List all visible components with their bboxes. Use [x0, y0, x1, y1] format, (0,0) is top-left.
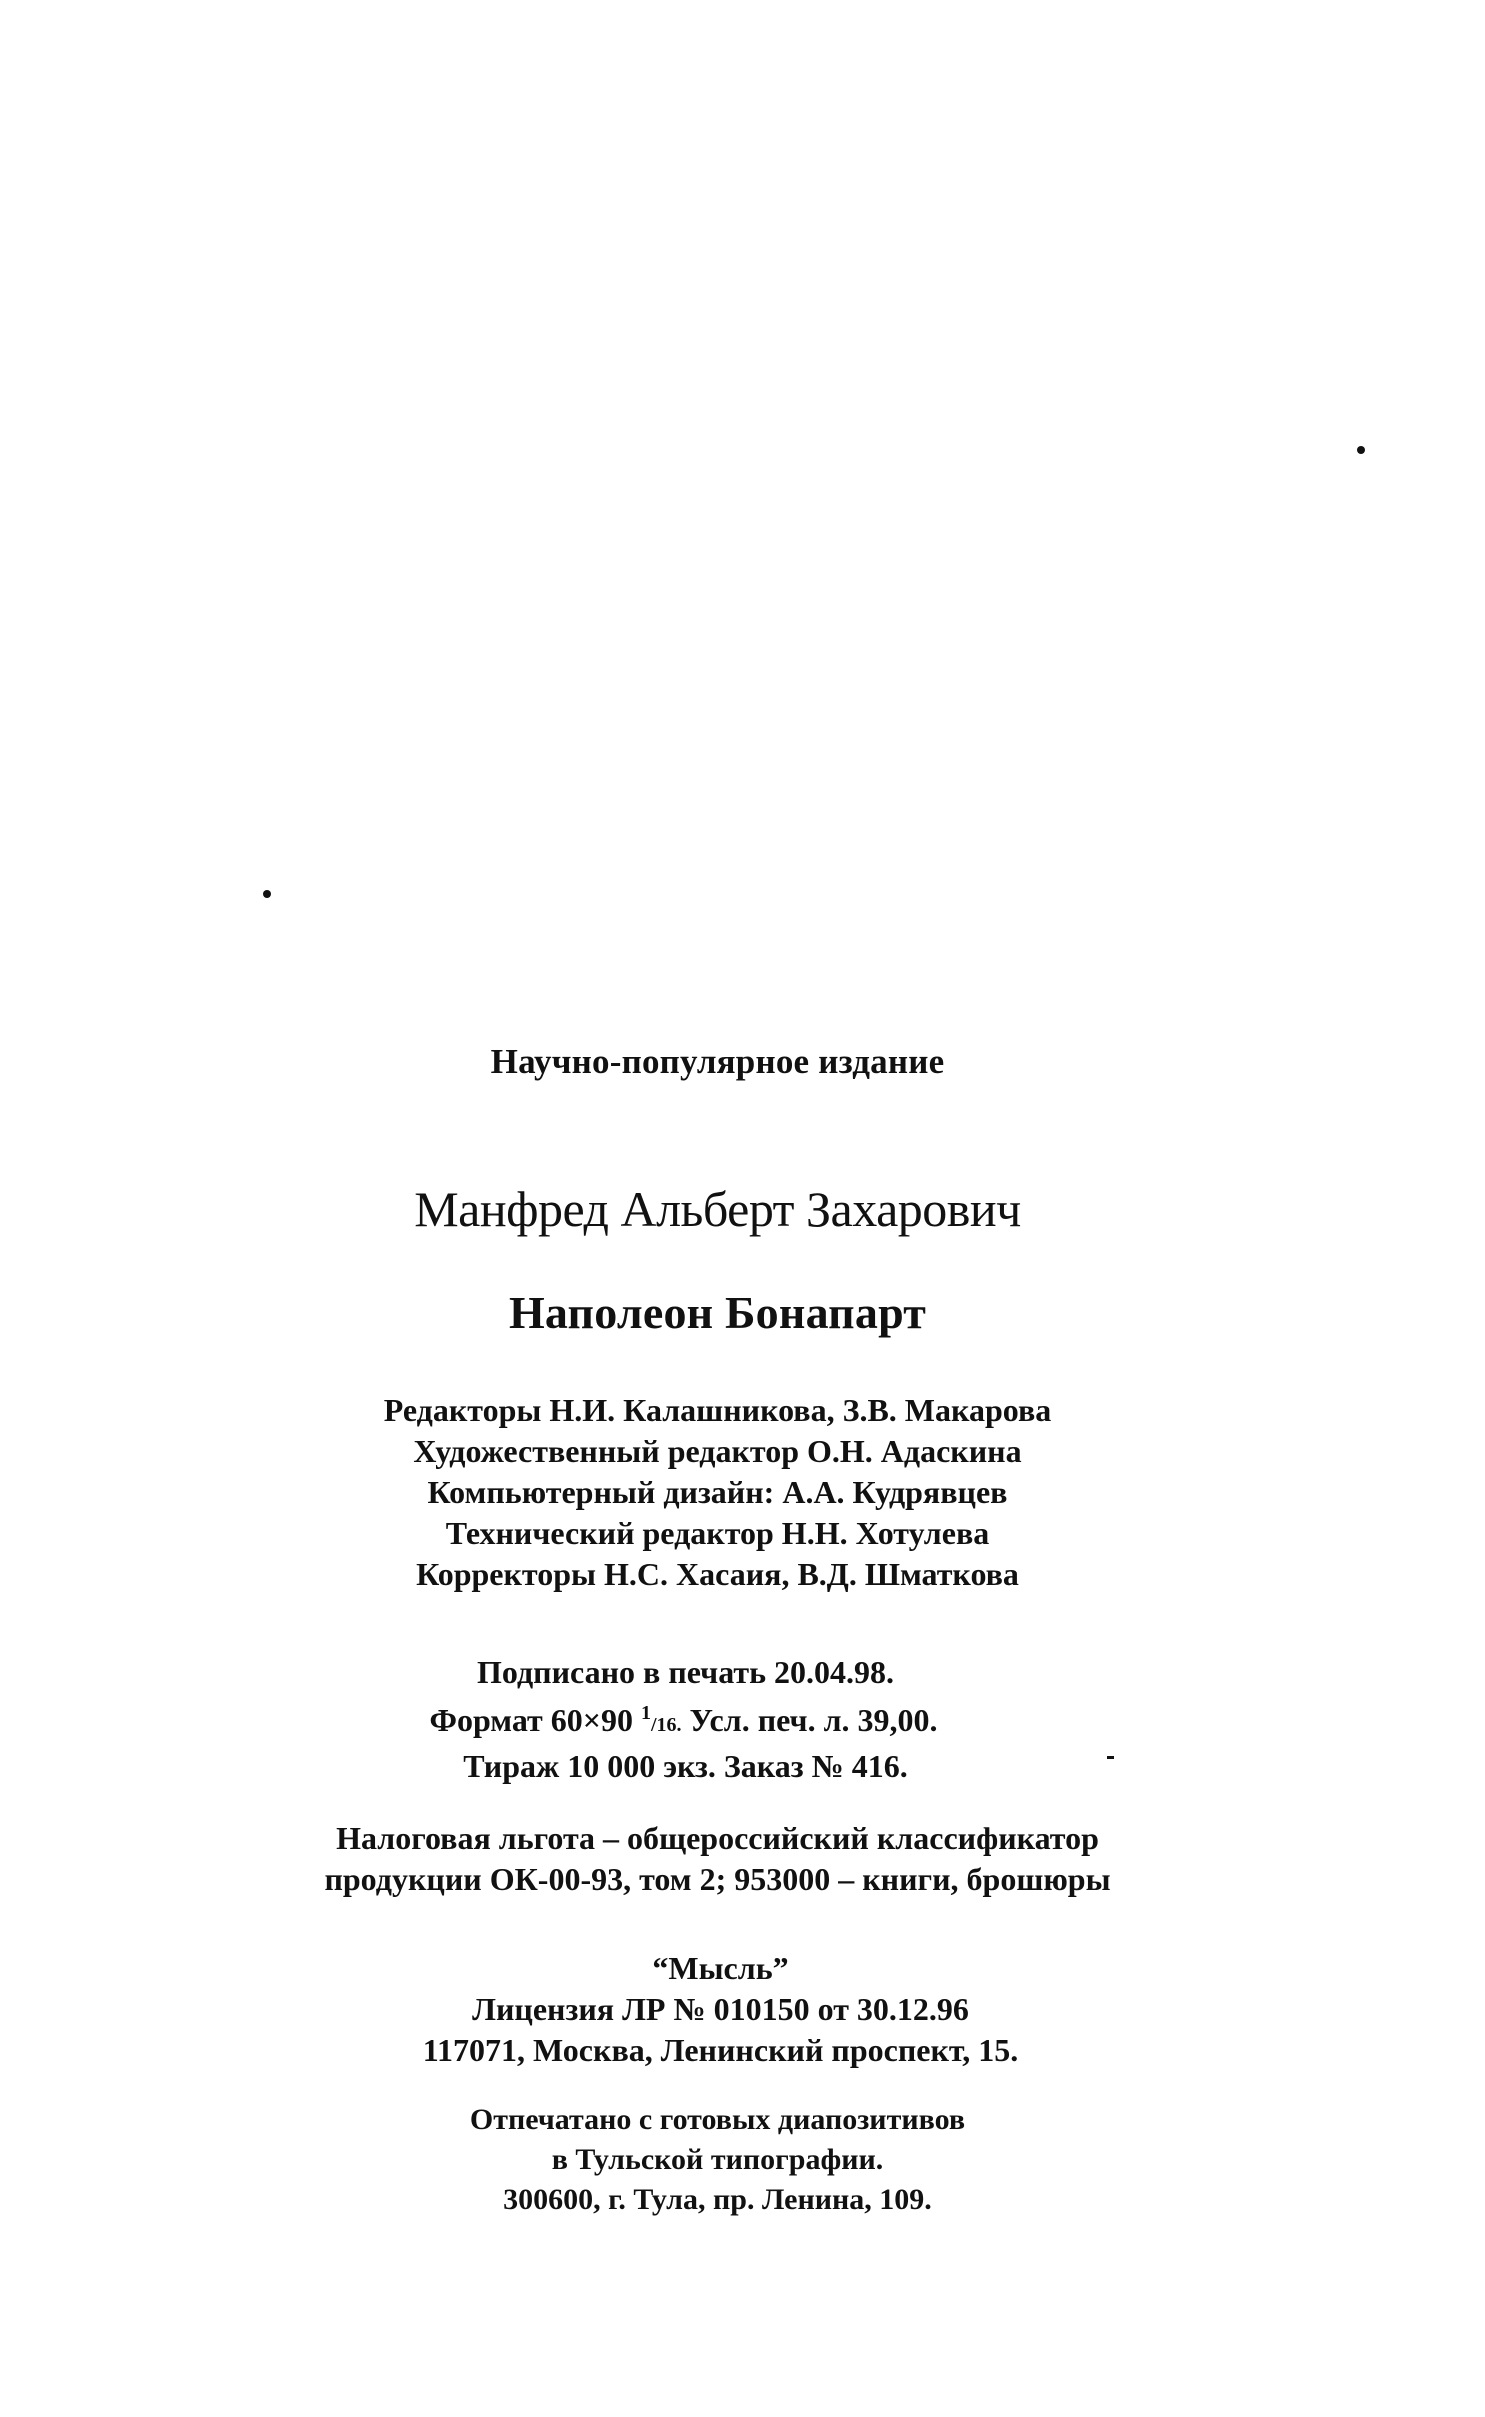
credit-tech-editor: Технический редактор Н.Н. Хотулева: [445, 1515, 990, 1551]
credit-proofreaders: Корректоры Н.С. Хасаия, В.Д. Шматкова: [416, 1556, 1019, 1592]
publisher-name: “Мысль”: [652, 1950, 789, 1986]
publisher-block: [0, 1948, 1485, 2071]
series-label: Научно-популярное издание: [490, 1042, 945, 1081]
publisher-address: 117071, Москва, Ленинский проспект, 15.: [422, 2032, 1019, 2068]
credit-editors: Редакторы Н.И. Калашникова, З.В. Макарова: [383, 1392, 1052, 1428]
tax-block: [0, 1818, 1485, 1900]
tax-line-1: Налоговая льгота – общероссийский классификатор: [336, 1820, 1099, 1856]
speck-left: [263, 890, 271, 898]
format-prefix: Формат 60×90: [429, 1702, 633, 1738]
tax-line-2: продукции ОК-00-93, том 2; 953000 – книги, брошюры: [324, 1861, 1111, 1897]
credit-art-editor: Художественный редактор О.Н. Адаскина: [413, 1433, 1022, 1469]
credits-block: [0, 1390, 1485, 1595]
signed-for-print: Подписано в печать 20.04.98.: [476, 1654, 895, 1690]
format-fraction-numerator: 1: [640, 1702, 651, 1724]
book-title: Наполеон Бонапарт: [508, 1287, 927, 1338]
speck-top-right: [1357, 446, 1365, 454]
credit-design: Компьютерный дизайн: А.А. Кудрявцев: [427, 1474, 1008, 1510]
author-name: Манфред Альберт Захарович: [414, 1181, 1021, 1237]
printer-line-1: Отпечатано с готовых диапозитивов: [469, 2103, 966, 2136]
printer-line-2: в Тульской типографии.: [551, 2143, 884, 2176]
format-line: [0, 1693, 1426, 1746]
print-run: Тираж 10 000 экз. Заказ № 416.: [463, 1748, 908, 1784]
format-fraction-denominator: /16.: [650, 1714, 682, 1736]
printer-block: [0, 2100, 1485, 2220]
format-suffix: Усл. печ. л. 39,00.: [681, 1702, 938, 1738]
printer-address: 300600, г. Тула, пр. Ленина, 109.: [503, 2183, 932, 2216]
publisher-license: Лицензия ЛР № 010150 от 30.12.96: [472, 1991, 969, 2027]
printing-block: [0, 1652, 1485, 1787]
